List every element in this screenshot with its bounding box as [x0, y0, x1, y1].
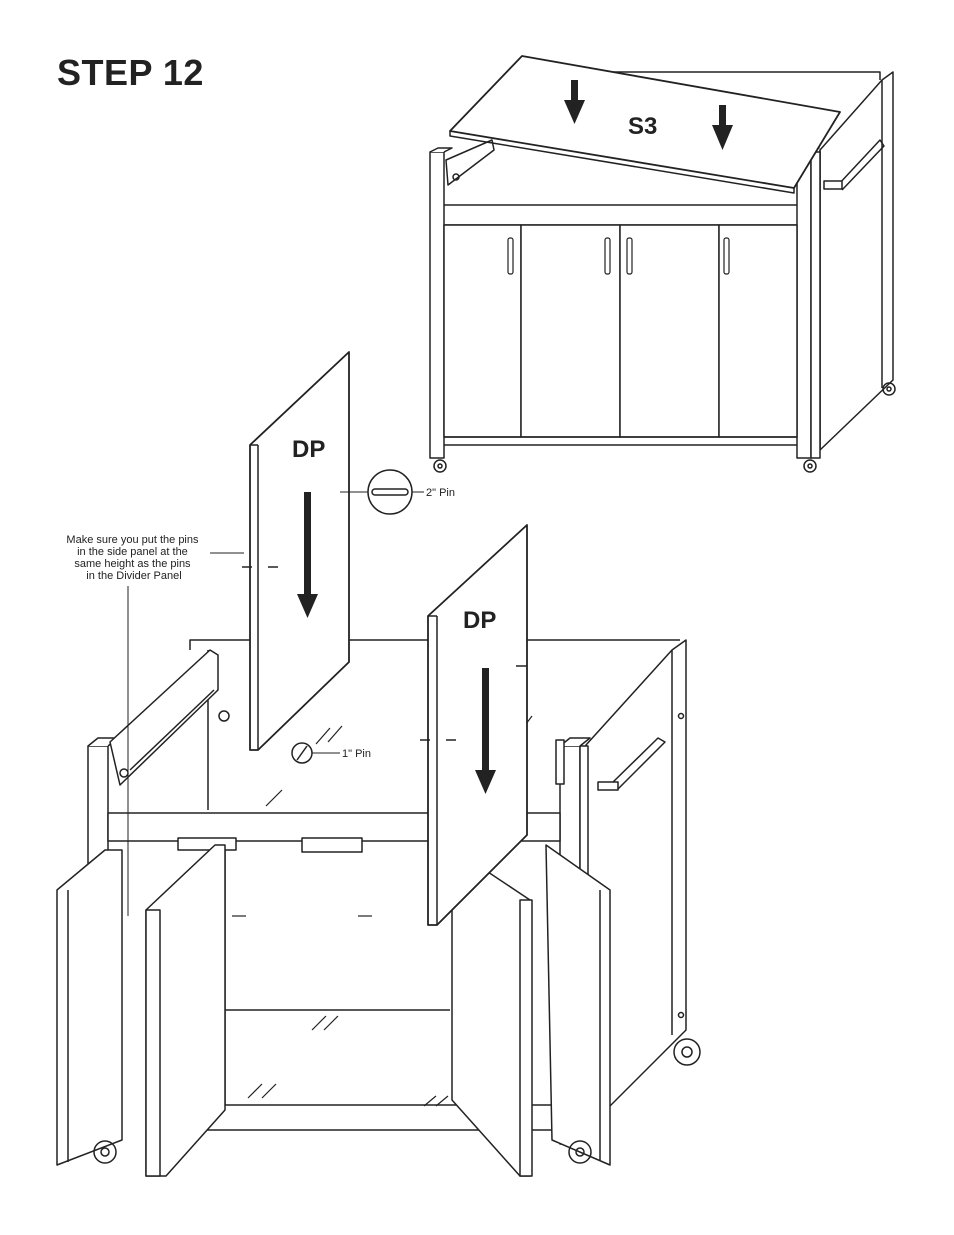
- note-line-2: in the side panel at the: [77, 546, 188, 558]
- label-dp-1: DP: [292, 436, 326, 463]
- step-title: STEP 12: [57, 52, 204, 93]
- pin-2in-callout: [340, 470, 455, 514]
- label-s3: S3: [628, 113, 658, 140]
- label-dp-2: DP: [463, 607, 497, 634]
- note-line-3: same height as the pins: [74, 558, 191, 570]
- pin-1in-callout: [292, 743, 371, 763]
- label-2in-pin: 2" Pin: [426, 487, 455, 499]
- top-cabinet-illustration: [430, 56, 895, 472]
- note-line-4: in the Divider Panel: [86, 570, 182, 582]
- svg-text:Make sure you put the pins: [66, 534, 201, 582]
- note-line-1: Make sure you put the pins: [66, 534, 199, 546]
- label-1in-pin: 1" Pin: [342, 748, 371, 760]
